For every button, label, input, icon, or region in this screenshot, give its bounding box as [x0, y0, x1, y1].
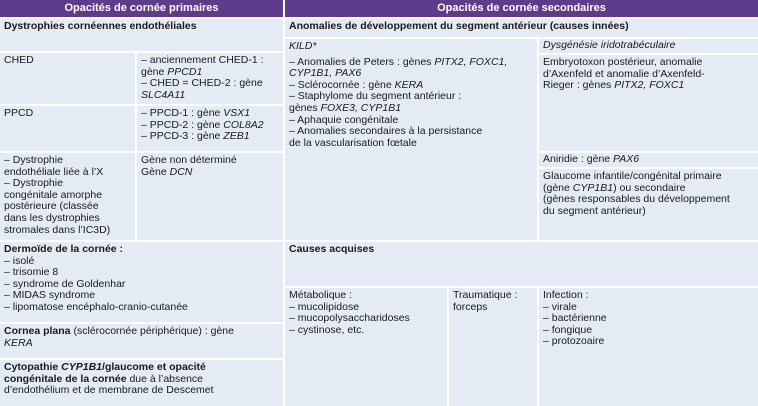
ppcd-genes: – PPCD-1 : gène VSX1 – PPCD-2 : gène COL8A2 – PPCD-3 : gène ZEB1 — [137, 106, 283, 151]
infection-cell: Infection : – virale – bactérienne – fongique – protozoaire — [539, 288, 758, 406]
anomalies-title: Anomalies de développement du segment antérieur (causes innées) — [285, 19, 758, 37]
ched-label: CHED — [0, 53, 135, 104]
aniridie-cell: Aniridie : gène PAX6 — [539, 153, 758, 167]
traumatique-cell: Traumatique : forceps — [449, 288, 537, 406]
ched-genes: – anciennement CHED-1 : gène PPCD1 – CHED = CHED-2 : gène SLC4A11 — [137, 53, 283, 104]
header-secondary: Opacités de cornée secondaires — [285, 0, 758, 17]
dermoide-cell: Dermoïde de la cornée : – isolé – trisomie 8 – syndrome de Goldenhar – MIDAS syndrome – lipomatose encéphalo-cranio-cutanée — [0, 242, 283, 322]
header-primary: Opacités de cornée primaires — [0, 0, 283, 17]
glaucome-cell: Glaucome infantile/congénital primaire (gène CYP1B1) ou secondaire (gènes responsables du développement du segment antérieur) — [539, 169, 758, 240]
metabolique-cell: Métabolique : – mucolipidose – mucopolysaccharidoses – cystinose, etc. — [285, 288, 447, 406]
cornea-plana-cell: Cornea plana (sclérocornée périphérique) : gène KERA — [0, 324, 283, 358]
kild-cell: KILD* – Anomalies de Peters : gènes PITX2, FOXC1, CYP1B1, PAX6 – Sclérocornée : gène KERA – Staphylome du segment antérieur : gènes FOXE3, CYP1B1 – Aphaquie congénitale – Anomalies secondaires à la persistance de la vascularisation fœtale — [285, 39, 537, 240]
acquises-title: Causes acquises — [285, 242, 758, 286]
ppcd-label: PPCD — [0, 106, 135, 151]
dystrophies-title: Dystrophies cornéennes endothéliales — [0, 19, 283, 51]
dysgenesie-cell: Embryotoxon postérieur, anomalie d’Axenfeld et anomalie d’Axenfeld- Rieger : gènes PITX2, FOXC1 — [539, 55, 758, 151]
dysgenesie-label: Dysgénésie iridotrabéculaire — [539, 39, 758, 53]
other-genes: Gène non déterminé Gène DCN — [137, 153, 283, 240]
cytopathie-cell: Cytopathie CYP1B1/glaucome et opacité congénitale de la cornée due à l’absence d’endothélium et de membrane de Descemet — [0, 360, 283, 406]
other-dystrophies: – Dystrophie endothéliale liée à l’X – Dystrophie congénitale amorphe postérieure (classée dans les dystrophies stromales dans l’IC3D) — [0, 153, 135, 240]
